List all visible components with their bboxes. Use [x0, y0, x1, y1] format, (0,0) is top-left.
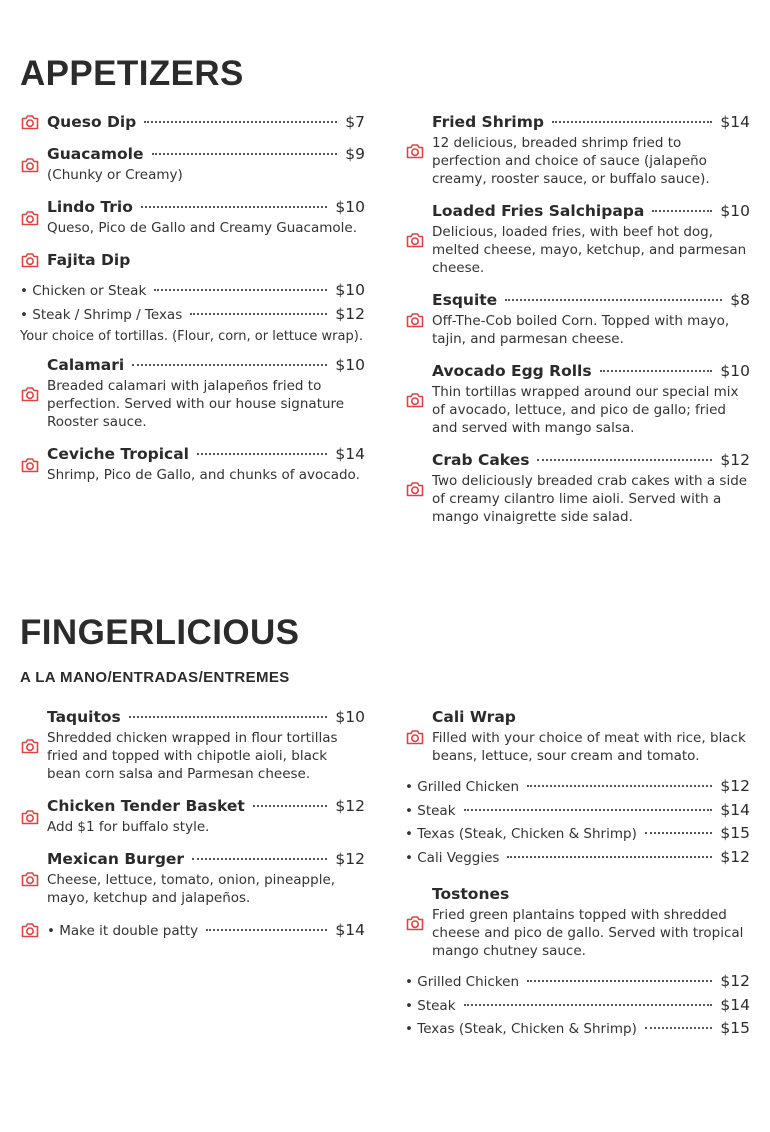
item-price: $12: [335, 797, 365, 815]
dot-leader: [527, 980, 712, 982]
dot-leader: [552, 121, 712, 123]
dot-leader: [645, 832, 713, 834]
item-description: Thin tortillas wrapped around our special mix of avocado, lettuce, and pico de gallo; fried and served with mango salsa.: [432, 384, 739, 436]
option-label: • Make it double patty: [47, 923, 199, 939]
dot-leader: [192, 858, 327, 860]
item-price: $10: [720, 362, 750, 380]
dot-leader: [600, 370, 713, 372]
fingerlicious-left-column: [20, 708, 365, 953]
option-row: [405, 1019, 750, 1043]
camera-icon[interactable]: [405, 913, 425, 933]
camera-icon[interactable]: [20, 869, 40, 889]
camera-icon[interactable]: [405, 727, 425, 747]
item-price: $9: [345, 145, 365, 163]
item-price: $14: [335, 445, 365, 463]
fajita-note: Your choice of tortillas. (Flour, corn, or lettuce wrap).: [20, 329, 363, 344]
dot-leader: [154, 289, 327, 291]
option-row: [405, 777, 750, 801]
menu-item-avocado-egg-rolls: [405, 362, 750, 437]
item-description: Shredded chicken wrapped in flour tortillas fried and topped with chipotle aioli, black bean corn salsa and Parmesan cheese.: [47, 730, 338, 782]
dot-leader: [505, 299, 722, 301]
dot-leader: [537, 459, 712, 461]
item-name: Cali Wrap: [432, 708, 516, 726]
dot-leader: [197, 453, 327, 455]
dot-leader: [152, 153, 338, 155]
appetizers-left-column: [20, 113, 365, 498]
item-price: $10: [335, 198, 365, 216]
fingerlicious-subtitle: A LA MANO/ENTRADAS/ENTREMES: [20, 669, 290, 686]
option-label: • Texas (Steak, Chicken & Shrimp): [405, 826, 637, 842]
option-price: $14: [720, 995, 750, 1014]
option-label: • Grilled Chicken: [405, 974, 520, 990]
option-row: [20, 281, 365, 305]
camera-icon[interactable]: [405, 310, 425, 330]
option-price: $12: [720, 847, 750, 866]
menu-item-fried-shrimp: [405, 113, 750, 188]
item-description: Breaded calamari with jalapeños fried to perfection. Served with our house signature Rooster sauce.: [47, 378, 345, 430]
option-label: • Steak: [405, 802, 456, 819]
item-description: (Chunky or Creamy): [47, 167, 183, 183]
appetizers-right-column: [405, 113, 750, 540]
item-price: $14: [335, 921, 365, 939]
item-name: Fried Shrimp: [432, 113, 544, 131]
camera-icon[interactable]: [20, 112, 40, 132]
item-name: Calamari: [47, 356, 125, 374]
menu-item-chicken-tender-basket: [20, 797, 365, 836]
option-label: • Cali Veggies: [405, 849, 500, 866]
item-name: Loaded Fries Salchipapa: [432, 202, 645, 220]
camera-icon[interactable]: [405, 479, 425, 499]
option-row: [405, 972, 750, 996]
item-price: $8: [730, 291, 750, 309]
dot-leader: [253, 805, 328, 807]
camera-icon[interactable]: [20, 455, 40, 475]
dot-leader: [190, 313, 327, 315]
item-description: Filled with your choice of meat with rice, black beans, lettuce, sour cream and tomato.: [432, 730, 746, 764]
camera-icon[interactable]: [405, 141, 425, 161]
item-name: Queso Dip: [47, 113, 137, 131]
menu-item-ceviche-tropical: [20, 445, 365, 484]
item-description: Fried green plantains topped with shredded cheese and pico de gallo. Served with tropical mango chutney sauce.: [432, 907, 744, 959]
item-name: Crab Cakes: [432, 451, 530, 469]
option-label: • Steak / Shrimp / Texas: [20, 306, 183, 323]
option-label: • Texas (Steak, Chicken & Shrimp): [405, 1021, 637, 1037]
item-description: Shrimp, Pico de Gallo, and chunks of avocado.: [47, 467, 360, 483]
dot-leader: [141, 206, 328, 208]
menu-item-fajita-dip: [20, 251, 365, 269]
item-description: Cheese, lettuce, tomato, onion, pineapple, mayo, ketchup and jalapeños.: [47, 872, 336, 906]
option-label: • Grilled Chicken: [405, 779, 520, 795]
item-description: Delicious, loaded fries, with beef hot dog, melted cheese, mayo, ketchup, and parmesan cheese.: [432, 224, 747, 276]
dot-leader: [132, 364, 327, 366]
camera-icon[interactable]: [20, 250, 40, 270]
dot-leader: [652, 210, 712, 212]
appetizers-title: APPETIZERS: [20, 54, 244, 93]
cali-wrap-options: [405, 777, 750, 871]
option-price: $12: [335, 304, 365, 323]
item-description: Off-The-Cob boiled Corn. Topped with mayo, tajin, and parmesan cheese.: [432, 313, 730, 347]
option-row: [405, 824, 750, 848]
item-price: $7: [345, 113, 365, 131]
item-name: Ceviche Tropical: [47, 445, 189, 463]
option-price: $15: [720, 824, 750, 842]
option-price: $14: [720, 800, 750, 819]
menu-item-cali-wrap: [405, 708, 750, 765]
item-name: Avocado Egg Rolls: [432, 362, 592, 380]
camera-icon[interactable]: [405, 390, 425, 410]
option-price: $15: [720, 1019, 750, 1037]
camera-icon[interactable]: [20, 807, 40, 827]
dot-leader: [129, 716, 328, 718]
camera-icon[interactable]: [405, 230, 425, 250]
item-description: 12 delicious, breaded shrimp fried to perfection and choice of sauce (jalapeño creamy, rooster sauce, or buffalo sauce).: [432, 135, 710, 187]
camera-icon[interactable]: [20, 920, 40, 940]
menu-item-esquite: [405, 291, 750, 348]
item-price: $14: [720, 113, 750, 131]
item-name: Chicken Tender Basket: [47, 797, 245, 815]
item-description: Two deliciously breaded crab cakes with a side of creamy cilantro lime aioli. Served with a mango vinaigrette side salad.: [432, 473, 748, 525]
item-description: Add $1 for buffalo style.: [47, 819, 210, 835]
camera-icon[interactable]: [20, 736, 40, 756]
camera-icon[interactable]: [20, 208, 40, 228]
dot-leader: [464, 809, 713, 811]
menu-item-queso-dip: [20, 113, 365, 131]
item-name: Mexican Burger: [47, 850, 185, 868]
option-price: $12: [720, 972, 750, 990]
dot-leader: [527, 785, 712, 787]
item-name: Taquitos: [47, 708, 121, 726]
item-price: $10: [335, 708, 365, 726]
menu-item-taquitos: [20, 708, 365, 783]
dot-leader: [464, 1004, 713, 1006]
item-name: Lindo Trio: [47, 198, 133, 216]
camera-icon[interactable]: [20, 155, 40, 175]
menu-item-mexican-burger: [20, 850, 365, 907]
option-row: [405, 848, 750, 872]
tostones-options: [405, 972, 750, 1043]
menu-item-loaded-fries: [405, 202, 750, 277]
menu-item-tostones: [405, 885, 750, 960]
item-name: Tostones: [432, 885, 510, 903]
item-price: $10: [720, 202, 750, 220]
fingerlicious-right-column: [405, 708, 750, 1057]
option-label: • Steak: [405, 997, 456, 1014]
option-price: $12: [720, 777, 750, 795]
item-price: $10: [335, 356, 365, 374]
item-price: $12: [335, 850, 365, 868]
item-name: Fajita Dip: [47, 251, 131, 269]
dot-leader: [507, 856, 712, 858]
menu-item-double-patty: [20, 921, 365, 939]
menu-item-calamari: [20, 356, 365, 431]
camera-icon[interactable]: [20, 384, 40, 404]
menu-item-guacamole: [20, 145, 365, 184]
dot-leader: [645, 1027, 713, 1029]
item-price: $12: [720, 451, 750, 469]
item-name: Esquite: [432, 291, 498, 309]
item-description: Queso, Pico de Gallo and Creamy Guacamole.: [47, 220, 358, 236]
option-row: [405, 996, 750, 1020]
option-row: [20, 305, 365, 329]
option-price: $10: [335, 281, 365, 299]
fingerlicious-title: FINGERLICIOUS: [20, 613, 300, 652]
dot-leader: [206, 929, 327, 931]
item-name: Guacamole: [47, 145, 144, 163]
option-row: [405, 801, 750, 825]
dot-leader: [144, 121, 337, 123]
fajita-options: [20, 281, 365, 328]
option-label: • Chicken or Steak: [20, 283, 147, 299]
menu-item-crab-cakes: [405, 451, 750, 526]
menu-item-lindo-trio: [20, 198, 365, 237]
